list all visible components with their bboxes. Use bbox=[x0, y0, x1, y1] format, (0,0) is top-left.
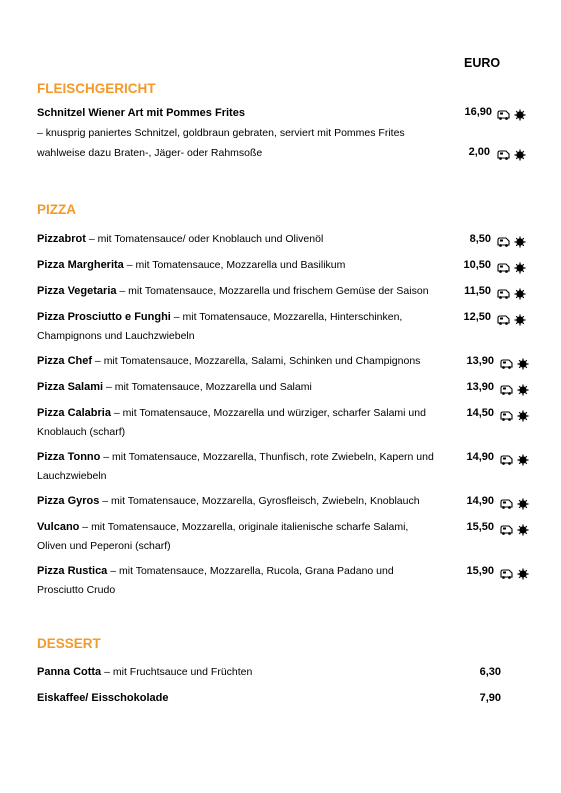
icon-group bbox=[497, 236, 529, 248]
menu-item bbox=[37, 492, 457, 511]
delivery-van-icon bbox=[501, 500, 512, 509]
takeaway-icon bbox=[518, 525, 529, 536]
menu-item-note bbox=[37, 124, 467, 143]
item-price: 14,90 bbox=[466, 495, 494, 507]
menu-item bbox=[37, 104, 457, 123]
delivery-van-icon bbox=[501, 412, 512, 421]
takeaway-icon bbox=[518, 569, 529, 580]
icon-group bbox=[497, 314, 529, 326]
item-desc: – mit Tomatensauce, Mozzarella, Salami, Schinken und Champignons bbox=[92, 355, 421, 367]
takeaway-icon bbox=[515, 150, 526, 161]
item-name: Pizza Salami bbox=[37, 381, 104, 393]
delivery-van-icon bbox=[498, 264, 509, 273]
item-desc: – knusprig paniertes Schnitzel, goldbraun gebraten, serviert mit Pommes Frites bbox=[37, 127, 405, 139]
item-name: Pizza Calabria bbox=[37, 407, 111, 419]
section-title-dessert: DESSERT bbox=[37, 636, 101, 651]
item-icons bbox=[497, 109, 529, 121]
icon-group bbox=[500, 568, 532, 580]
menu-item bbox=[37, 663, 457, 682]
menu-item bbox=[37, 308, 437, 346]
item-name: Pizzabrot bbox=[37, 233, 86, 245]
icon-group bbox=[500, 384, 532, 396]
menu-item bbox=[37, 378, 457, 397]
item-name: Pizza Gyros bbox=[37, 495, 100, 507]
menu-item bbox=[37, 256, 457, 275]
item-icons bbox=[500, 358, 532, 370]
item-desc: – mit Tomatensauce, Mozzarella, Thunfisch, rote Zwiebeln, Kapern und Lauchzwiebeln bbox=[37, 451, 434, 482]
menu-item bbox=[37, 230, 457, 249]
item-price: 14,50 bbox=[466, 407, 494, 419]
item-icons bbox=[497, 314, 529, 326]
item-price: 7,90 bbox=[479, 692, 501, 704]
item-name: Pizza Prosciutto e Funghi bbox=[37, 311, 171, 323]
menu-item bbox=[37, 404, 437, 442]
item-name: Pizza Vegetaria bbox=[37, 285, 117, 297]
item-name: Pizza Chef bbox=[37, 355, 93, 367]
item-desc: – mit Tomatensauce/ oder Knoblauch und Olivenöl bbox=[85, 233, 324, 245]
item-icons bbox=[497, 236, 529, 248]
menu-item bbox=[37, 518, 437, 556]
delivery-van-icon bbox=[498, 111, 509, 120]
item-icons bbox=[500, 410, 532, 422]
takeaway-icon bbox=[518, 359, 529, 370]
item-price: 12,50 bbox=[463, 311, 491, 323]
takeaway-icon bbox=[518, 499, 529, 510]
item-price: 2,00 bbox=[468, 146, 490, 158]
item-price: 10,50 bbox=[463, 259, 491, 271]
item-icons bbox=[500, 384, 532, 396]
item-desc: – mit Tomatensauce, Mozzarella, Gyrosfleisch, Zwiebeln, Knoblauch bbox=[99, 495, 420, 507]
item-name: Eiskaffee/ Eisschokolade bbox=[37, 692, 169, 704]
icon-group bbox=[497, 262, 529, 274]
menu-item-extra bbox=[37, 144, 457, 163]
item-price: 13,90 bbox=[466, 381, 494, 393]
item-name: Pizza Margherita bbox=[37, 259, 124, 271]
item-name: Schnitzel Wiener Art mit Pommes Frites bbox=[37, 107, 245, 119]
icon-group bbox=[500, 454, 532, 466]
icon-group bbox=[497, 288, 529, 300]
item-price: 11,50 bbox=[464, 285, 491, 297]
item-price: 15,90 bbox=[466, 565, 494, 577]
item-desc: – mit Fruchtsauce und Früchten bbox=[101, 666, 253, 678]
delivery-van-icon bbox=[501, 386, 512, 395]
delivery-van-icon bbox=[498, 151, 509, 160]
menu-item bbox=[37, 689, 457, 708]
menu-item bbox=[37, 562, 427, 600]
icon-group bbox=[500, 498, 532, 510]
takeaway-icon bbox=[515, 110, 526, 121]
menu-item bbox=[37, 352, 457, 371]
item-icons bbox=[500, 498, 532, 510]
item-desc: – mit Tomatensauce, Mozzarella und Basilikum bbox=[123, 259, 346, 271]
item-desc: – mit Tomatensauce, Mozzarella und Salami bbox=[103, 381, 312, 393]
menu-item bbox=[37, 282, 462, 301]
currency-header: EURO bbox=[464, 56, 501, 70]
item-name: Pizza Rustica bbox=[37, 565, 108, 577]
takeaway-icon bbox=[518, 385, 529, 396]
takeaway-icon bbox=[515, 263, 526, 274]
item-price: 13,90 bbox=[466, 355, 494, 367]
icon-group bbox=[497, 109, 529, 121]
takeaway-icon bbox=[515, 237, 526, 248]
section-title-pizza: PIZZA bbox=[37, 202, 76, 217]
delivery-van-icon bbox=[498, 238, 509, 247]
item-name: Panna Cotta bbox=[37, 666, 102, 678]
icon-group bbox=[500, 524, 532, 536]
section-title-fleischgericht: FLEISCHGERICHT bbox=[37, 81, 156, 96]
item-price: 16,90 bbox=[464, 106, 492, 118]
delivery-van-icon bbox=[498, 290, 509, 299]
item-desc: wahlweise dazu Braten-, Jäger- oder Rahmsoße bbox=[37, 147, 263, 159]
icon-group bbox=[500, 410, 532, 422]
takeaway-icon bbox=[518, 411, 529, 422]
item-desc: – mit Tomatensauce, Mozzarella, Rucola, Grana Padano und Prosciutto Crudo bbox=[37, 565, 394, 596]
item-price: 8,50 bbox=[469, 233, 491, 245]
item-desc: – mit Tomatensauce, Mozzarella und frischem Gemüse der Saison bbox=[116, 285, 429, 297]
item-icons bbox=[500, 568, 532, 580]
item-icons bbox=[497, 149, 529, 161]
delivery-van-icon bbox=[498, 316, 509, 325]
delivery-van-icon bbox=[501, 456, 512, 465]
icon-group bbox=[497, 149, 529, 161]
item-price: 14,90 bbox=[466, 451, 494, 463]
takeaway-icon bbox=[518, 455, 529, 466]
item-icons bbox=[500, 524, 532, 536]
item-icons bbox=[497, 288, 529, 300]
item-desc: – mit Tomatensauce, Mozzarella, originale italienische scharfe Salami, Oliven und Peperoni (scharf) bbox=[37, 521, 409, 552]
item-name: Pizza Tonno bbox=[37, 451, 101, 463]
item-icons bbox=[497, 262, 529, 274]
delivery-van-icon bbox=[501, 526, 512, 535]
delivery-van-icon bbox=[501, 570, 512, 579]
item-desc: – mit Tomatensauce, Mozzarella und würziger, scharfer Salami und Knoblauch (scharf) bbox=[37, 407, 426, 438]
item-price: 15,50 bbox=[466, 521, 494, 533]
icon-group bbox=[500, 358, 532, 370]
takeaway-icon bbox=[515, 289, 526, 300]
takeaway-icon bbox=[515, 315, 526, 326]
delivery-van-icon bbox=[501, 360, 512, 369]
item-desc: – mit Tomatensauce, Mozzarella, Hinterschinken, Champignons und Lauchzwiebeln bbox=[37, 311, 403, 342]
menu-item bbox=[37, 448, 442, 486]
item-price: 6,30 bbox=[479, 666, 501, 678]
item-icons bbox=[500, 454, 532, 466]
item-name: Vulcano bbox=[37, 521, 80, 533]
